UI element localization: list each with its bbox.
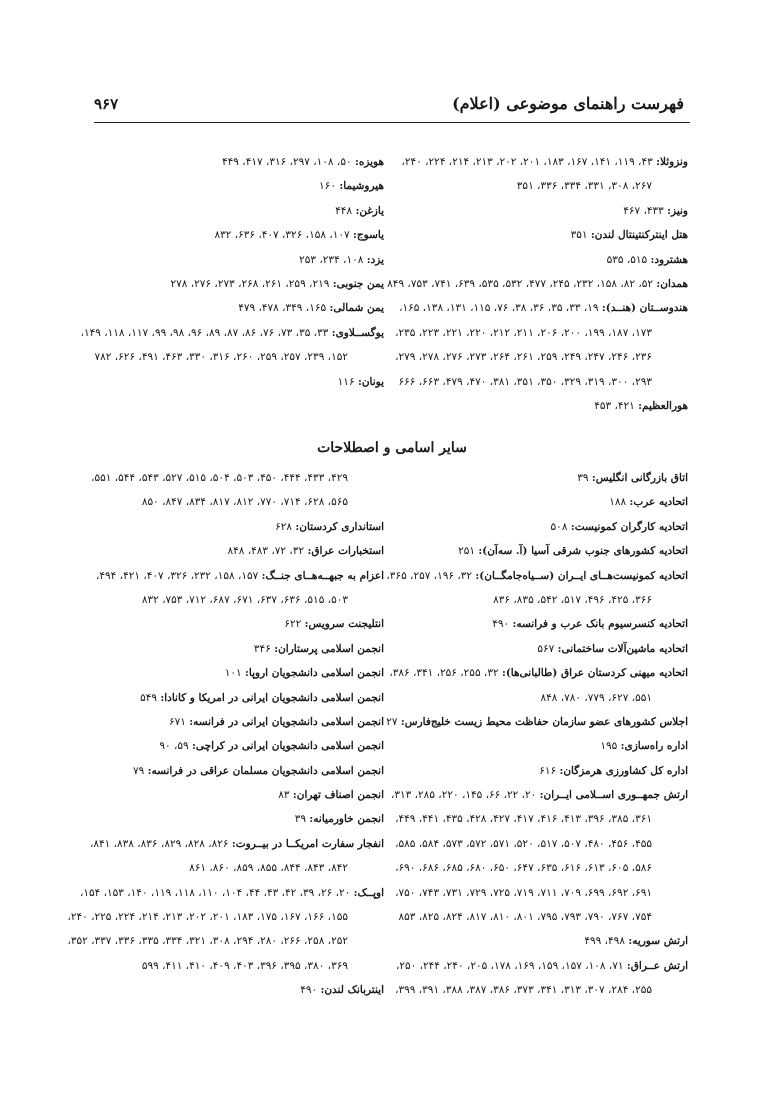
index-term: اتحادیه کارگران کمونیست: [570, 520, 688, 533]
index-entry [400, 394, 688, 418]
index-pages: ۱۰۱ [224, 667, 246, 680]
index-term: اتحادیه کشورهای جنوب شرقی آسیا (آ. سه‌آن): [478, 545, 688, 558]
index-pages: ۲۷ [386, 715, 401, 728]
index-pages: ۲۱۹، ۲۵۹، ۲۶۱، ۲۶۸، ۲۷۳، ۲۷۶، ۲۷۸ [170, 277, 333, 290]
index-pages: ۵۶۵، ۶۲۸، ۷۱۴، ۷۷۰، ۸۱۲، ۸۱۷، ۸۳۴، ۸۴۷، ۸۵۰ [141, 496, 348, 509]
index-term: انجمن خاورمیانه: [309, 813, 384, 826]
index-pages: ۲۳۶، ۲۴۶، ۲۴۷، ۲۴۹، ۲۵۹، ۲۶۱، ۲۶۴، ۲۷۳، ۲۷۶، ۲۷۸، ۲۷۹، [395, 351, 652, 364]
index-term: یزد: [366, 253, 384, 266]
index-entry [80, 321, 384, 345]
index-pages: ۶۲۲ [284, 618, 305, 631]
index-entry-continuation [395, 856, 688, 880]
index-entry [94, 515, 384, 539]
index-entry-continuation [395, 832, 688, 856]
index-entry-continuation [395, 321, 688, 345]
index-term: اعزام به جبهــه‌هــای جنــگ: [261, 569, 384, 582]
index-entry-continuation [94, 588, 384, 612]
index-pages: ۱۶۵، ۳۴۹، ۴۷۸، ۴۷۹ [238, 302, 330, 315]
index-term: اتحادیه ماشین‌آلات ساختمانی: [557, 642, 688, 655]
index-entry-continuation [400, 905, 688, 929]
index-pages: ۴۵۵، ۴۵۶، ۴۸۰، ۵۰۷، ۵۱۷، ۵۲۰، ۵۷۱، ۵۷۲، ۵۷۳، ۵۸۴، ۵۸۵، [395, 837, 652, 850]
index-entry [94, 710, 384, 734]
index-term: یمن شمالی: [329, 302, 384, 315]
index-entry [94, 564, 384, 588]
index-pages: ۲۹۳، ۳۰۰، ۳۱۹، ۳۲۹، ۳۵۰، ۳۵۱، ۳۸۱، ۴۷۰، ۴۷۹، ۶۶۳، ۶۶۶ [398, 375, 652, 388]
index-term: اجلاس کشورهای عضو سازمان حفاظت محیط زیست خلیج‌فارس: [400, 715, 688, 728]
index-pages: ۴۹۸، ۴۹۹ [584, 935, 629, 948]
index-pages: ۲۵۲، ۲۵۸، ۲۶۶، ۲۸۰، ۲۹۴، ۳۰۸، ۳۲۱، ۳۳۴، ۳۳۵، ۳۳۶، ۳۳۷، ۳۵۲، [67, 935, 348, 948]
index-pages: ۲۰، ۲۲، ۶۶، ۱۴۵، ۲۲۰، ۲۸۵، ۳۱۳، [391, 789, 540, 802]
index-pages: ۲۵۱ [458, 545, 479, 558]
index-term: هتل اینترکنتینتال لندن: [590, 229, 688, 242]
index-term: انجمن اسلامی دانشجویان ایرانی در امریکا و کانادا: [160, 691, 384, 704]
index-entry-continuation [94, 856, 384, 880]
index-term: انجمن اسلامی دانشجویان ایرانی در کراچی: [191, 740, 384, 753]
index-column-top-right [387, 150, 688, 418]
index-entry [89, 832, 384, 856]
index-pages: ۴۳۳، ۴۶۷ [623, 204, 668, 217]
index-term: هورالعظیم: [638, 399, 688, 412]
index-pages: ۲۰، ۲۶، ۳۹، ۴۲، ۴۳، ۴۴، ۱۰۴، ۱۱۰، ۱۱۸، ۱۱۹، ۱۴۰، ۱۵۳، ۱۵۴، [79, 886, 354, 899]
index-entry [400, 248, 688, 272]
page-number: ۹۶۷ [94, 95, 119, 113]
index-entry [94, 978, 384, 1002]
index-pages: ۳۲، ۲۵۵، ۲۵۶، ۳۴۱، ۳۸۶، [389, 667, 502, 680]
index-term: اتحادیه کنسرسیوم بانک عرب و فرانسه: [512, 618, 688, 631]
index-entry-continuation [94, 954, 384, 978]
index-pages: ۵۰۳، ۵۱۵، ۶۳۶، ۶۳۷، ۶۷۱، ۶۸۷، ۷۱۲، ۷۵۳، ۸۳۲ [141, 593, 348, 606]
index-entry-continuation [400, 588, 688, 612]
index-pages: ۴۲۱، ۴۵۳ [594, 399, 639, 412]
index-term: اتحادیه عرب: [629, 496, 688, 509]
index-term: ونزوئلا: [656, 156, 688, 168]
index-entry-continuation [91, 466, 384, 490]
index-term: هویزه: [354, 156, 384, 168]
index-pages: ۱۰۸، ۲۳۴، ۲۵۳ [299, 253, 367, 266]
index-pages: ۳۹ [294, 813, 310, 826]
index-pages: ۵۹، ۹۰ [159, 740, 192, 753]
index-pages: ۳۶۹، ۳۸۰، ۳۹۵، ۳۹۶، ۴۰۳، ۴۰۹، ۴۱۰، ۴۱۱، ۵۹۹ [141, 959, 348, 972]
index-pages: ۱۹، ۳۳، ۳۵، ۳۶، ۳۸، ۷۶، ۱۱۵، ۱۳۱، ۱۳۸، ۱۶۵، [399, 302, 602, 315]
index-entry [94, 686, 384, 710]
index-term: یاسوج: [353, 229, 384, 242]
index-pages: ۳۲، ۱۹۶، ۲۵۷، ۳۶۵، [386, 569, 476, 582]
index-term: انجمن اسلامی دانشجویان ایرانی در فرانسه: [189, 715, 384, 728]
index-pages: ۳۵۱ [570, 229, 591, 242]
index-term: یوگســلاوی: [331, 326, 384, 339]
index-term: انجمن اسلامی دانشجویان اروپا: [245, 667, 384, 680]
index-entry-continuation [400, 686, 688, 710]
page-title: فهرست راهنمای موضوعی (اعلام) [452, 94, 684, 113]
index-pages: ۷۵۴، ۷۶۷، ۷۹۰، ۷۹۳، ۷۹۵، ۸۰۱، ۸۱۰، ۸۱۷، ۸۲۴، ۸۲۵، ۸۵۳ [398, 911, 652, 924]
index-pages: ۲۵۵، ۲۸۴، ۳۰۷، ۳۱۳، ۳۴۱، ۳۷۳، ۳۸۶، ۳۸۷، ۳۸۸، ۳۹۱، ۳۹۹، [395, 984, 652, 997]
index-pages: ۴۹۰ [300, 984, 321, 997]
index-pages: ۳۹ [577, 472, 592, 484]
index-term: هیروشیما: [339, 180, 384, 193]
index-term: ونیز: [667, 204, 688, 217]
index-entry [94, 612, 384, 636]
index-pages: ۴۹۰ [492, 618, 513, 631]
index-entry [400, 612, 688, 636]
index-entry [400, 223, 688, 247]
index-term: اداره کل کشاورزی هرمزگان: [559, 764, 688, 777]
index-pages: ۱۷۳، ۱۸۷، ۱۹۹، ۲۰۰، ۲۰۶، ۲۱۱، ۲۱۲، ۲۲۰، ۲۲۱، ۲۲۳، ۲۳۵، [395, 326, 652, 339]
index-entry-continuation [400, 174, 688, 198]
index-term: ارتش سوریه: [628, 935, 688, 948]
index-term: هندوســتان (هنــد): [601, 302, 688, 315]
index-entry [400, 199, 688, 223]
index-term: اتحادیه میهنی کردستان عراق (طالبانی‌ها): [501, 667, 688, 680]
index-entry [400, 637, 688, 661]
index-pages: ۵۰، ۱۰۸، ۲۹۷، ۳۱۶، ۴۱۷، ۴۴۹ [222, 156, 355, 168]
index-term: ارتش جمهــوری اســلامی ایــران: [539, 789, 688, 802]
index-entry-continuation [395, 807, 688, 831]
index-pages: ۱۸۸ [609, 496, 630, 509]
index-pages: ۴۲۹، ۴۳۳، ۴۴۴، ۴۵۰، ۵۰۳، ۵۰۴، ۵۱۵، ۵۲۷، ۵۴۳، ۵۴۴، ۵۵۱، [91, 472, 348, 484]
index-column-top-left [80, 150, 384, 394]
index-pages: ۶۲۸ [275, 520, 296, 533]
index-entry [387, 272, 688, 296]
index-term: اتاق بازرگانی انگلیس: [591, 472, 688, 484]
index-entry [94, 150, 384, 174]
index-pages: ۷۹ [133, 764, 148, 777]
index-term: همدان: [656, 277, 688, 290]
index-entry [400, 539, 688, 563]
index-entry [400, 515, 688, 539]
index-entry [400, 296, 688, 320]
index-term: انجمن اسلامی دانشجویان مسلمان عراقی در فرانسه: [147, 764, 384, 777]
index-entry [94, 661, 384, 685]
index-pages: ۵۵۱، ۶۲۷، ۷۷۹، ۷۸۰، ۸۴۸ [540, 691, 652, 704]
index-entry [94, 272, 384, 296]
index-pages: ۵۰۸ [550, 520, 571, 533]
index-entry-continuation [400, 370, 688, 394]
index-entry [94, 637, 384, 661]
index-pages: ۸۳ [278, 789, 293, 802]
index-entry [400, 929, 688, 953]
section-heading: سایر اسامی و اصطلاحات [317, 440, 467, 456]
index-entry [386, 710, 688, 734]
index-entry-continuation [94, 345, 384, 369]
index-term: اداره راه‌سازی: [620, 740, 688, 753]
index-term: انجمن اصناف تهران: [292, 789, 384, 802]
index-term: هشترود: [650, 253, 688, 266]
index-entry [94, 174, 384, 198]
index-entry [400, 734, 688, 758]
index-pages: ۲۶۷، ۳۰۸، ۳۳۱، ۳۳۴، ۳۳۶، ۳۵۱ [516, 180, 652, 193]
index-term: استانداری کردستان: [295, 520, 384, 533]
index-term: انجمن اسلامی پرستاران: [274, 642, 384, 655]
index-term: یونان: [357, 375, 384, 388]
index-entry-continuation [67, 929, 384, 953]
index-pages: ۵۶۷ [537, 642, 558, 655]
index-term: اینتربانک لندن: [320, 984, 384, 997]
index-pages: ۱۹۵ [600, 740, 621, 753]
index-entry [94, 783, 384, 807]
index-entry [94, 199, 384, 223]
index-pages: ۸۴۲، ۸۴۳، ۸۴۴، ۸۵۵، ۸۵۹، ۸۶۰، ۸۶۱ [189, 862, 348, 875]
index-entry [94, 734, 384, 758]
index-pages: ۶۱۶ [539, 764, 560, 777]
index-entry [94, 807, 384, 831]
index-pages: ۱۶۰ [319, 180, 340, 193]
index-term: انتلیجنت سرویس: [304, 618, 384, 631]
index-pages: ۶۷۱ [169, 715, 190, 728]
index-entry [386, 564, 688, 588]
index-pages: ۸۲۶، ۸۲۸، ۸۲۹، ۸۳۶، ۸۳۸، ۸۴۱، [89, 837, 232, 850]
index-pages: ۱۵۷، ۱۵۸، ۲۳۲، ۳۲۶، ۴۰۷، ۴۲۱، ۴۹۴، [96, 569, 262, 582]
index-pages: ۳۴۶ [253, 642, 275, 655]
index-entry [94, 759, 384, 783]
index-entry [94, 248, 384, 272]
index-entry [94, 539, 384, 563]
index-entry-continuation [395, 345, 688, 369]
index-entry-continuation [395, 881, 688, 905]
index-term: اوپــک: [353, 886, 384, 899]
index-entry [391, 783, 688, 807]
index-column-bottom-left [67, 466, 384, 1003]
index-pages: ۵۲، ۸۲، ۱۵۸، ۲۳۲، ۲۴۵، ۴۷۷، ۵۳۲، ۵۳۵، ۶۳۹، ۷۴۱، ۷۵۳، ۸۴۹ [387, 277, 657, 290]
index-pages: ۶۹۱، ۶۹۲، ۶۹۹، ۷۰۹، ۷۱۱، ۷۱۹، ۷۲۵، ۷۲۹، ۷۳۱، ۷۴۳، ۷۵۰، [395, 886, 652, 899]
index-pages: ۳۶۶، ۴۲۵، ۴۹۶، ۵۱۷، ۵۴۲، ۸۳۵، ۸۳۶ [493, 593, 652, 606]
page-header [94, 94, 684, 116]
index-term: یمن جنوبی: [332, 277, 384, 290]
index-pages: ۳۲، ۷۲، ۴۸۳، ۸۴۸ [227, 545, 308, 558]
index-entry [400, 759, 688, 783]
index-term: انفجار سفارت امریکــا در بیــروت: [231, 837, 384, 850]
header-rule [94, 122, 690, 123]
index-entry [94, 296, 384, 320]
index-term: یازغن: [355, 204, 384, 217]
index-pages: ۱۱۶ [337, 375, 358, 388]
index-term: اتحادیه کمونیست‌هــای ایــران (ســیاه‌جامگــان): [475, 569, 688, 582]
index-entry [400, 466, 688, 490]
index-pages: ۴۴۸ [335, 204, 356, 217]
index-column-bottom-right [386, 466, 688, 1003]
index-pages: ۷۱، ۱۰۸، ۱۵۷، ۱۵۹، ۱۶۹، ۱۷۸، ۲۰۵، ۲۴۰، ۲۴۴، ۲۵۰، [395, 959, 627, 972]
index-pages: ۳۶۱، ۳۸۵، ۳۹۶، ۴۱۳، ۴۱۶، ۴۱۷، ۴۲۷، ۴۲۸، ۴۳۵، ۴۴۱، ۴۴۹، [395, 813, 652, 826]
index-entry-continuation [395, 978, 688, 1002]
index-entry-continuation [67, 905, 384, 929]
index-pages: ۳۳، ۳۵، ۷۳، ۷۶، ۸۶، ۸۷، ۸۹، ۹۶، ۹۸، ۹۹، ۱۱۷، ۱۱۸، ۱۴۹، [80, 326, 332, 339]
index-pages: ۵۸۶، ۶۰۵، ۶۱۳، ۶۱۶، ۶۳۵، ۶۴۷، ۶۵۰، ۶۸۰، ۶۸۵، ۶۸۶، ۶۹۰، [395, 862, 652, 875]
index-entry [400, 150, 688, 174]
index-entry-continuation [94, 490, 384, 514]
index-pages: ۱۵۵، ۱۶۶، ۱۶۷، ۱۷۵، ۱۸۳، ۲۰۱، ۲۰۲، ۲۱۳، ۲۱۴، ۲۲۴، ۲۲۵، ۲۴۰، [67, 911, 348, 924]
index-entry [389, 661, 688, 685]
index-entry [94, 223, 384, 247]
index-entry [395, 954, 688, 978]
index-entry [400, 490, 688, 514]
index-entry [79, 881, 384, 905]
index-pages: ۱۰۷، ۱۵۸، ۳۲۶، ۴۰۷، ۶۳۶، ۸۳۲ [214, 229, 353, 242]
index-pages: ۵۴۹ [140, 691, 161, 704]
index-term: ارتش عــراق: [626, 959, 688, 972]
index-entry [94, 370, 384, 394]
index-pages: ۵۱۵، ۵۳۵ [606, 253, 651, 266]
index-pages: ۱۵۲، ۲۳۹، ۲۵۷، ۲۵۹، ۲۶۰، ۳۱۶، ۳۳۰، ۴۶۳، ۴۹۱، ۶۲۶، ۷۸۲ [94, 351, 348, 364]
index-pages: ۴۳، ۱۱۹، ۱۴۱، ۱۶۷، ۱۸۳، ۲۰۱، ۲۰۲، ۲۱۳، ۲۱۴، ۲۲۴، ۲۴۰، [401, 156, 657, 168]
index-term: استخبارات عراق: [307, 545, 384, 558]
